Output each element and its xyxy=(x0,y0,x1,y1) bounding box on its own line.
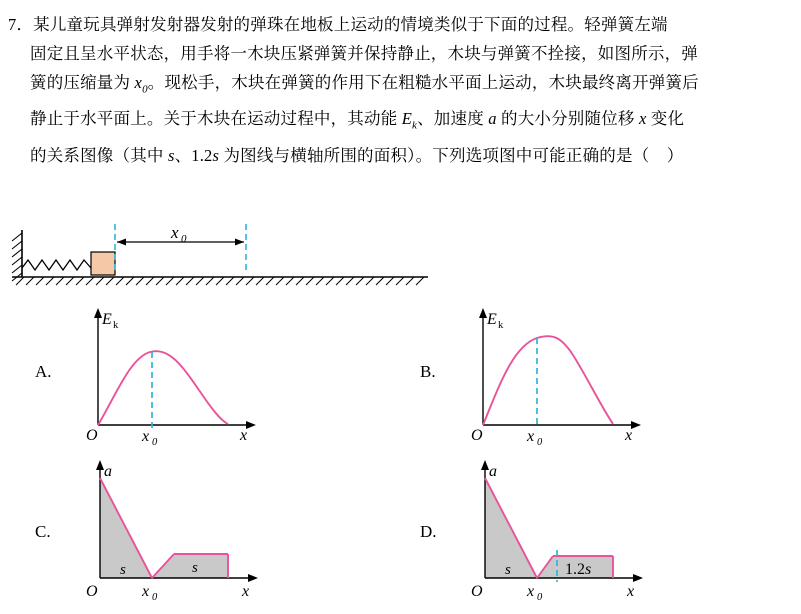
option-c-graph xyxy=(68,450,278,603)
option-b xyxy=(415,300,655,448)
svg-text:k: k xyxy=(498,320,504,331)
svg-text:x: x xyxy=(142,583,150,600)
svg-text:a: a xyxy=(489,463,497,480)
option-b-label: B. xyxy=(420,362,436,381)
option-a-graph xyxy=(68,300,268,448)
svg-text:0: 0 xyxy=(152,437,158,448)
svg-text:x: x xyxy=(625,427,633,444)
svg-text:k: k xyxy=(113,320,119,331)
question-line-3: 簧的压缩量为 $x_0$。现松手，木块在弹簧的作用下在粗糙水平面上运动，木块最终离开弹簧后 xyxy=(30,73,699,96)
question-line-4: 静止于水平面上。关于木块在运动过程中，其动能 $E_k$、加速度 a 的大小分别随位移 x 变化 xyxy=(30,109,685,132)
option-c xyxy=(30,450,270,603)
svg-text:0: 0 xyxy=(181,233,187,245)
svg-text:s: s xyxy=(505,562,511,578)
svg-text:x: x xyxy=(527,428,535,445)
svg-text:0: 0 xyxy=(537,592,543,603)
svg-text:0: 0 xyxy=(152,592,158,603)
question-text xyxy=(8,10,794,170)
svg-text:0: 0 xyxy=(537,437,543,448)
option-d-graph xyxy=(453,450,663,603)
svg-text:1.2s: 1.2s xyxy=(565,561,592,578)
svg-text:E: E xyxy=(487,311,497,328)
svg-text:s: s xyxy=(120,562,126,578)
svg-text:x: x xyxy=(242,583,250,600)
svg-text:O: O xyxy=(86,583,98,600)
option-a-label: A. xyxy=(35,362,52,381)
svg-text:x: x xyxy=(171,223,179,242)
option-c-label: C. xyxy=(35,522,51,541)
svg-text:O: O xyxy=(86,427,98,444)
svg-text:a: a xyxy=(104,463,112,480)
question-line-2: 固定且呈水平状态，用手将一木块压紧弹簧并保持静止，木块与弹簧不拴接，如图所示，弹 xyxy=(30,44,698,63)
svg-text:O: O xyxy=(471,427,483,444)
svg-text:s: s xyxy=(192,560,198,576)
spring-block-diagram xyxy=(8,222,568,292)
svg-text:x: x xyxy=(527,583,535,600)
svg-text:O: O xyxy=(471,583,483,600)
option-a xyxy=(30,300,270,448)
svg-text:x: x xyxy=(240,427,248,444)
question-line-5: 的关系图像（其中 s、1.2s 为图线与横轴所围的面积）。下列选项图中可能正确的是（ ） xyxy=(30,145,684,165)
svg-text:x: x xyxy=(627,583,635,600)
option-d xyxy=(415,450,655,603)
svg-text:E: E xyxy=(102,311,112,328)
option-b-graph xyxy=(453,300,653,448)
option-d-label: D. xyxy=(420,522,437,541)
question-line-1: 7．某儿童玩具弹射发射器发射的弹珠在地板上运动的情境类似于下面的过程。轻弹簧左端 xyxy=(8,15,668,34)
svg-text:x: x xyxy=(142,428,150,445)
